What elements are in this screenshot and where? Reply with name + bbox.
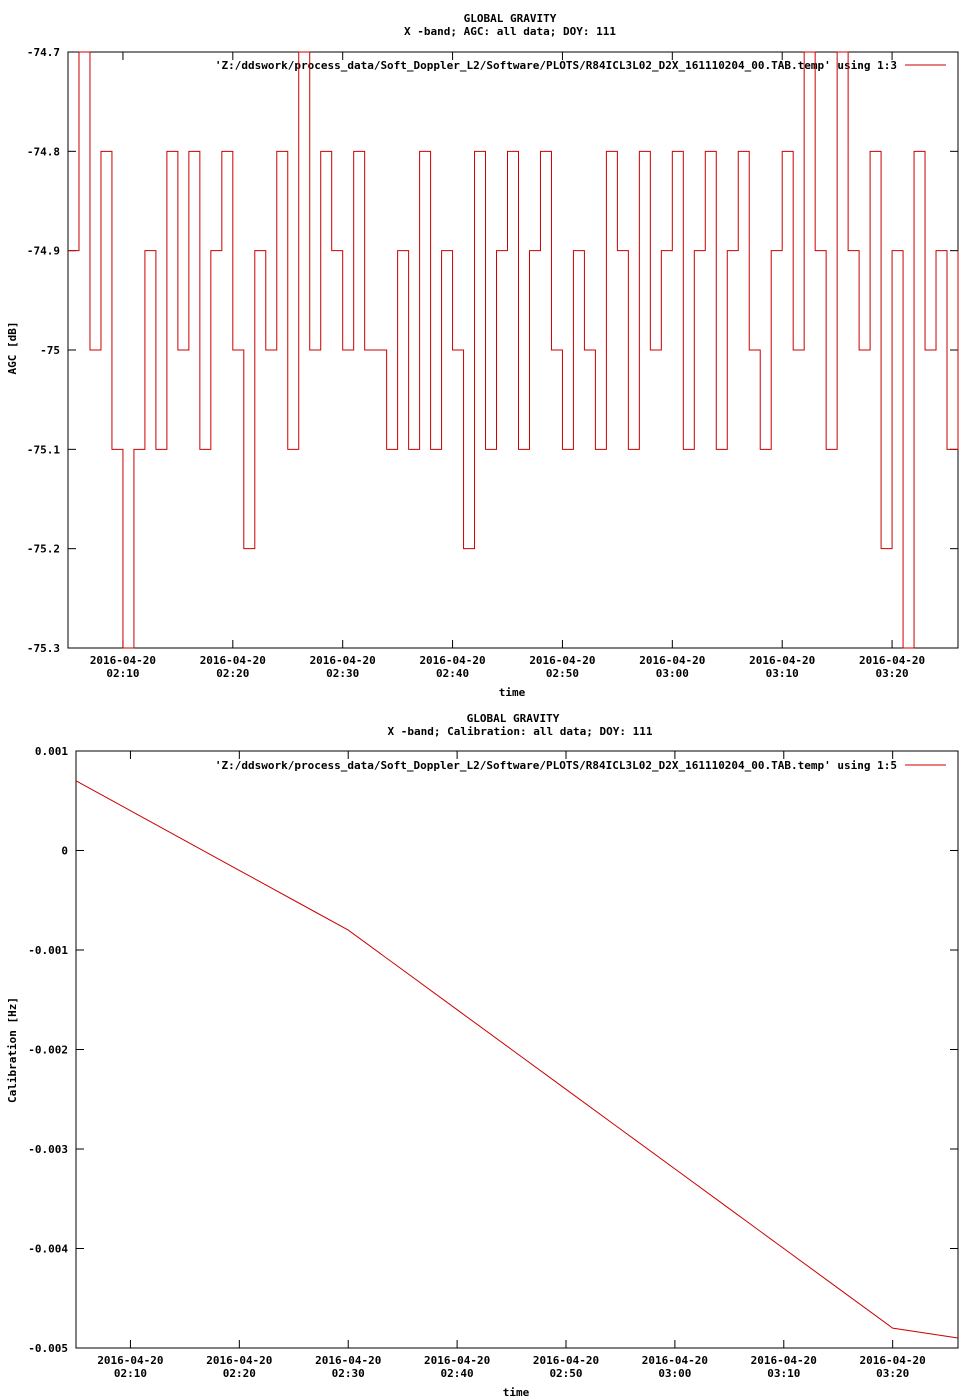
x-tick-time-label: 02:10 <box>106 667 140 680</box>
y-tick-label: -75.1 <box>26 443 60 457</box>
x-tick-date-label: 2016-04-20 <box>89 654 157 667</box>
chart-title: GLOBAL GRAVITY <box>463 12 557 25</box>
y-axis-label: Calibration [Hz] <box>6 997 19 1103</box>
x-tick-time-label: 02:20 <box>216 667 250 680</box>
x-tick-date-label: 2016-04-20 <box>199 654 266 667</box>
x-tick-date-label: 2016-04-20 <box>423 1354 491 1367</box>
y-tick-label: -0.003 <box>28 1143 68 1156</box>
y-tick-label: -75.3 <box>26 642 60 655</box>
y-tick-label: -0.004 <box>28 1242 68 1256</box>
x-tick-date-label: 2016-04-20 <box>641 1354 709 1367</box>
x-tick-date-label: 2016-04-20 <box>639 654 706 667</box>
x-tick-time-label: 02:20 <box>222 1367 256 1380</box>
plot-frame <box>76 751 958 1348</box>
y-tick-label: -0.002 <box>28 1043 68 1057</box>
x-tick-time-label: 03:00 <box>655 667 689 680</box>
y-tick-label: -75.2 <box>26 542 60 556</box>
x-tick-date-label: 2016-04-20 <box>206 1354 273 1367</box>
chart-subtitle: X -band; Calibration: all data; DOY: 111 <box>387 725 653 738</box>
x-tick-date-label: 2016-04-20 <box>315 1354 382 1367</box>
x-tick-date-label: 2016-04-20 <box>309 654 376 667</box>
x-tick-time-label: 03:20 <box>876 1367 910 1380</box>
y-tick-label: -75 <box>40 344 60 357</box>
x-tick-time-label: 02:40 <box>440 1367 474 1380</box>
x-tick-time-label: 03:10 <box>765 667 799 680</box>
plot-frame <box>68 52 958 648</box>
x-tick-date-label: 2016-04-20 <box>750 1354 817 1367</box>
chart-subtitle: X -band; AGC: all data; DOY: 111 <box>404 25 616 38</box>
x-axis-label: time <box>498 686 526 699</box>
x-tick-time-label: 02:30 <box>326 667 360 680</box>
x-tick-time-label: 03:00 <box>658 1367 692 1380</box>
x-tick-time-label: 03:10 <box>767 1367 801 1380</box>
y-tick-label: -0.001 <box>28 944 68 957</box>
x-tick-date-label: 2016-04-20 <box>529 654 596 667</box>
x-axis-label: time <box>502 1386 530 1399</box>
legend-label: 'Z:/ddswork/process_data/Soft_Doppler_L2/Software/PLOTS/R84ICL3L02_D2X_161110204_00.TAB.temp' using 1:3 <box>214 59 897 72</box>
calibration-chart <box>6 712 958 1399</box>
legend-label: 'Z:/ddswork/process_data/Soft_Doppler_L2/Software/PLOTS/R84ICL3L02_D2X_161110204_00.TAB.temp' using 1:5 <box>214 759 897 772</box>
x-tick-time-label: 02:50 <box>545 667 580 680</box>
x-tick-date-label: 2016-04-20 <box>97 1354 164 1367</box>
y-tick-label: -74.9 <box>26 244 60 258</box>
y-tick-label: 0.001 <box>34 745 68 758</box>
x-tick-date-label: 2016-04-20 <box>859 1354 926 1367</box>
x-tick-time-label: 02:40 <box>436 667 470 680</box>
x-tick-date-label: 2016-04-20 <box>419 654 486 667</box>
y-tick-label: -0.005 <box>28 1342 68 1355</box>
y-tick-label: 0 <box>61 844 68 858</box>
x-tick-time-label: 02:10 <box>113 1367 148 1380</box>
x-tick-date-label: 2016-04-20 <box>858 654 926 667</box>
x-tick-date-label: 2016-04-20 <box>749 654 816 667</box>
chart-title: GLOBAL GRAVITY <box>466 712 560 725</box>
data-series-line <box>68 52 958 648</box>
x-tick-time-label: 02:50 <box>549 1367 583 1380</box>
agc-chart <box>6 12 958 699</box>
y-axis-label: AGC [dB] <box>6 321 19 375</box>
x-tick-time-label: 02:30 <box>331 1367 365 1380</box>
data-series-line <box>76 781 958 1338</box>
x-tick-date-label: 2016-04-20 <box>532 1354 600 1367</box>
x-tick-time-label: 03:20 <box>875 667 909 680</box>
y-tick-label: -74.7 <box>26 46 60 59</box>
y-tick-label: -74.8 <box>26 145 60 159</box>
